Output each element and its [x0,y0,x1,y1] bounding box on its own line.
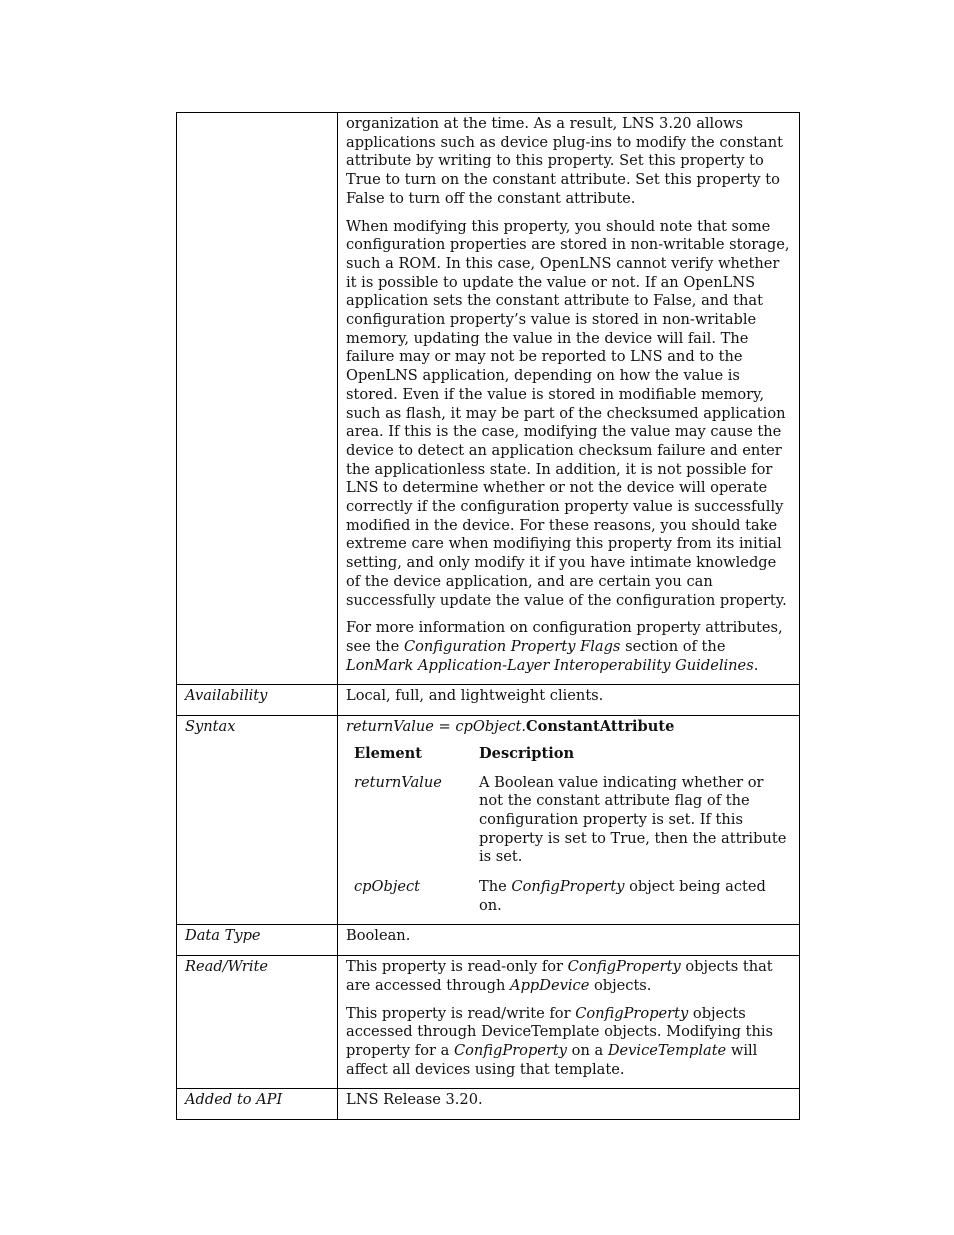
italic-reference: ConfigProperty [511,878,625,896]
description-header: Description [479,744,575,762]
data-type-row [177,925,800,956]
text-span: This property is read-only for [346,958,568,976]
table-row [346,876,791,915]
italic-reference: DeviceTemplate [607,1041,727,1059]
syntax-return-value: returnValue [346,718,434,736]
availability-row [177,685,800,716]
added-to-api-row [177,1089,800,1120]
text-span: For more information on configuration property attributes, see the [346,619,783,655]
description-paragraph-1: organization at the time. As a result, LNS 3.20 allows applications such as device plug-ins to modify the constant attribute by writing to this property. Set this property to True to turn on the constant attribute. Set this property to False to turn off the constant attribute. [346,115,784,207]
added-to-api-value: LNS Release 3.20. [338,1089,800,1120]
text-span: objects. [589,976,652,994]
syntax-line [346,718,791,737]
description-paragraph-3 [346,619,791,675]
syntax-label: Syntax [177,716,338,925]
text-span: objects that are accessed through [346,958,773,994]
data-type-value: Boolean. [338,925,800,956]
italic-reference: Configuration Property Flags [403,637,621,655]
availability-label: Availability [177,685,338,716]
availability-value: Local, full, and lightweight clients. [338,685,800,716]
italic-reference: AppDevice [510,976,590,994]
description-paragraph-2: When modifying this property, you should note that some configuration properties are stored in non-writable storage, such a ROM. In this case, OpenLNS cannot verify whether it is possible to update the value or not. If an OpenLNS application sets the constant attribute to False, and that configuration property’s value is stored in non-writable memory, updating the value in the device will fail. The failure may or may not be reported to LNS and to the OpenLNS application, depending on how the value is stored. Even if the value is stored in modifiable memory, such as flash, it may be part of the checksumed application area. If this is the case, modifying the value may cause the device to detect an application checksum failure and enter the applicationless state. In addition, it is not possible for LNS to determine whether or not the device will operate correctly if the configuration property value is successfully modified in the device. For these reasons, you should take extreme care when modifiying this property from its initial setting, and only modify it if you have intimate knowledge of the device application, and are certain you can successfully update the value of the configuration property. [346,217,790,609]
italic-reference: LonMark Application-Layer Interoperability Guidelines [346,656,754,674]
italic-reference: ConfigProperty [575,1004,689,1022]
property-table [176,112,800,1120]
syntax-table-header [346,743,791,772]
italic-reference: ConfigProperty [453,1041,568,1059]
syntax-dot: . [521,718,527,736]
added-to-api-label: Added to API [177,1089,338,1120]
description-continued-row [177,113,800,685]
element-description [471,876,791,915]
row-label-empty [177,113,338,685]
element-header: Element [354,744,423,762]
text-span: on a [567,1041,608,1059]
syntax-row [177,716,800,925]
syntax-object: cpObject [455,718,522,736]
text-span: The [479,878,512,896]
read-write-row [177,956,800,1089]
read-write-cell [338,956,800,1089]
read-write-paragraph-2 [346,1005,791,1080]
element-name: cpObject [354,878,421,896]
italic-reference: ConfigProperty [567,958,681,976]
text-span: will affect all devices using that template. [346,1041,758,1078]
read-write-paragraph-1 [346,958,791,995]
text-span: object being acted on. [479,878,766,914]
syntax-property-name: ConstantAttribute [526,718,675,736]
description-cell [338,113,800,685]
element-description: A Boolean value indicating whether or not the constant attribute flag of the configuration property is set. If this property is set to True, then the attribute is set. [479,773,787,866]
syntax-cell [338,716,800,925]
read-write-label: Read/Write [177,956,338,1089]
element-name: returnValue [354,773,442,791]
text-span: section of the [620,637,726,655]
text-span: This property is read/write for [346,1004,576,1022]
syntax-element-table [346,743,791,916]
text-span: . [753,656,759,674]
text-span: objects accessed through DeviceTemplate objects. Modifying this property for a [346,1004,774,1059]
table-row [346,772,791,877]
data-type-label: Data Type [177,925,338,956]
syntax-equals: = [433,718,456,736]
